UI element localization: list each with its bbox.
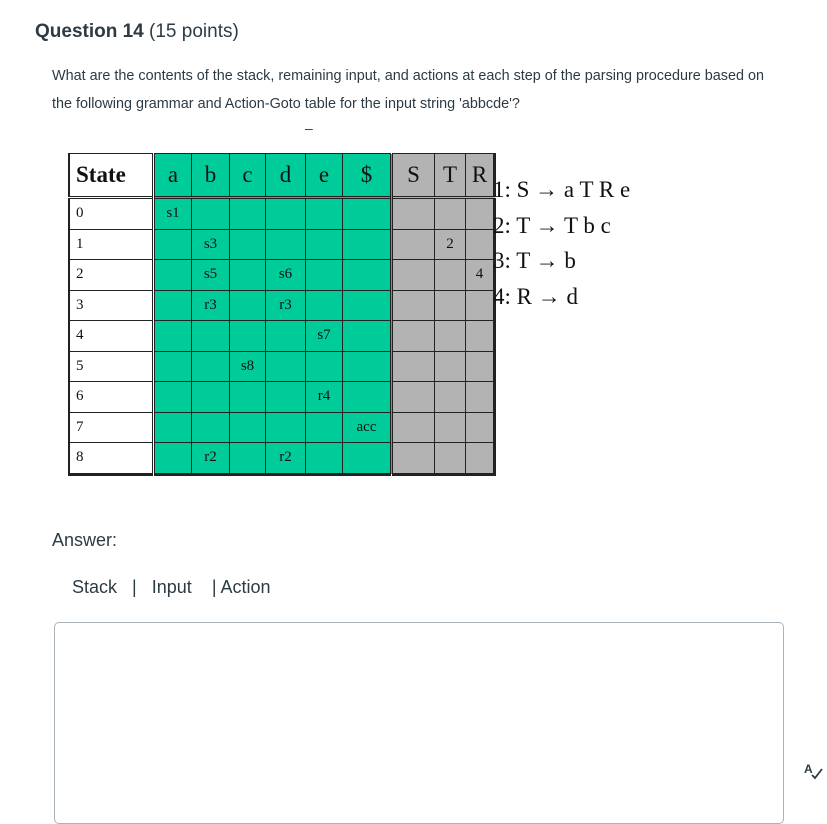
table-cell: r3: [192, 290, 230, 321]
table-cell: [306, 351, 343, 382]
table-cell: [230, 229, 266, 260]
table-cell: [466, 443, 495, 475]
table-cell: [154, 229, 192, 260]
table-cell: s3: [192, 229, 230, 260]
table-cell: [343, 290, 392, 321]
question-text: What are the contents of the stack, remaining input, and actions at each step of the parsing procedure based on the following grammar and Action-Goto table for the input string 'abbcde'?: [52, 68, 764, 112]
grammar-rules: [493, 172, 630, 314]
table-cell: r3: [266, 290, 306, 321]
spellcheck-icon[interactable]: [803, 762, 823, 780]
header-e: e: [306, 154, 343, 198]
table-cell: acc: [343, 412, 392, 443]
state-cell: 5: [69, 351, 154, 382]
table-cell: [392, 260, 435, 291]
table-cell: 4: [466, 260, 495, 291]
svg-text:A: A: [804, 762, 813, 776]
table-cell: [230, 382, 266, 413]
table-cell: [230, 260, 266, 291]
state-cell: 6: [69, 382, 154, 413]
table-cell: [343, 260, 392, 291]
table-cell: [306, 443, 343, 475]
header-c: c: [230, 154, 266, 198]
table-cell: [466, 229, 495, 260]
answer-textbox[interactable]: [54, 622, 784, 824]
table-cell: [466, 412, 495, 443]
table-cell: [343, 351, 392, 382]
table-cell: [343, 443, 392, 475]
question-number: Question 14: [35, 21, 144, 42]
question-points: (15 points): [149, 21, 239, 42]
header-state: State: [69, 154, 154, 198]
table-cell: [392, 198, 435, 230]
state-cell: 4: [69, 321, 154, 352]
table-row: [69, 351, 495, 382]
table-row: [69, 412, 495, 443]
table-cell: [154, 382, 192, 413]
grammar-rule: 2: T → T b c: [493, 212, 611, 238]
table-cell: [466, 382, 495, 413]
table-cell: [230, 198, 266, 230]
table-cell: [392, 229, 435, 260]
table-cell: [266, 351, 306, 382]
state-cell: 3: [69, 290, 154, 321]
table-row: [69, 229, 495, 260]
table-cell: [266, 229, 306, 260]
table-cell: [230, 412, 266, 443]
table-cell: [154, 321, 192, 352]
header-dollar: $: [343, 154, 392, 198]
table-cell: [266, 382, 306, 413]
table-cell: [392, 351, 435, 382]
table-row: [69, 382, 495, 413]
table-cell: [154, 443, 192, 475]
table-cell: [435, 443, 466, 475]
table-cell: [306, 290, 343, 321]
table-row: [69, 321, 495, 352]
table-cell: [343, 382, 392, 413]
table-cell: [466, 321, 495, 352]
table-cell: [435, 260, 466, 291]
table-cell: [466, 290, 495, 321]
table-cell: 2: [435, 229, 466, 260]
table-cell: [435, 412, 466, 443]
table-cell: [435, 351, 466, 382]
table-row: [69, 260, 495, 291]
table-cell: [154, 412, 192, 443]
table-cell: s6: [266, 260, 306, 291]
table-cell: [230, 443, 266, 475]
table-cell: [230, 321, 266, 352]
table-cell: [392, 321, 435, 352]
table-cell: r2: [266, 443, 306, 475]
separator: |: [132, 577, 137, 597]
header-b: b: [192, 154, 230, 198]
table-cell: [392, 382, 435, 413]
grammar-rule: 4: R → d: [493, 283, 578, 309]
table-cell: [306, 260, 343, 291]
table-cell: r4: [306, 382, 343, 413]
input-header: Input: [151, 577, 192, 597]
question-title: [35, 21, 239, 43]
action-header: Action: [220, 577, 271, 597]
table-cell: [154, 260, 192, 291]
header-a: a: [154, 154, 192, 198]
header-R: R: [466, 154, 495, 198]
stray-mark: –: [305, 120, 313, 136]
header-T: T: [435, 154, 466, 198]
header-d: d: [266, 154, 306, 198]
table-cell: [435, 198, 466, 230]
table-cell: [435, 290, 466, 321]
table-cell: [192, 351, 230, 382]
stack-header: Stack: [72, 577, 118, 597]
table-cell: s1: [154, 198, 192, 230]
header-S: S: [392, 154, 435, 198]
table-cell: [392, 443, 435, 475]
table-cell: [154, 351, 192, 382]
table-cell: [192, 321, 230, 352]
table-cell: [192, 382, 230, 413]
table-cell: r2: [192, 443, 230, 475]
table-cell: [266, 198, 306, 230]
table-row: [69, 198, 495, 230]
state-cell: 2: [69, 260, 154, 291]
table-cell: s8: [230, 351, 266, 382]
table-cell: [306, 198, 343, 230]
state-cell: 1: [69, 229, 154, 260]
table-cell: [306, 412, 343, 443]
state-cell: 7: [69, 412, 154, 443]
table-cell: [392, 290, 435, 321]
table-cell: [266, 321, 306, 352]
state-cell: 0: [69, 198, 154, 230]
table-row: [69, 443, 495, 475]
table-cell: [466, 198, 495, 230]
table-cell: [435, 382, 466, 413]
table-cell: s5: [192, 260, 230, 291]
table-cell: [266, 412, 306, 443]
table-cell: [343, 198, 392, 230]
table-cell: s7: [306, 321, 343, 352]
state-cell: 8: [69, 443, 154, 475]
answer-column-headers: [72, 577, 271, 598]
table-cell: [192, 198, 230, 230]
action-goto-table: [68, 153, 496, 476]
grammar-rule: 3: T → b: [493, 248, 576, 273]
table-cell: [435, 321, 466, 352]
table-cell: [466, 351, 495, 382]
separator: |: [211, 577, 217, 597]
table-cell: [306, 229, 343, 260]
table-row: [69, 290, 495, 321]
table-cell: [192, 412, 230, 443]
grammar-rule: 1: S → a T R e: [493, 177, 631, 202]
table-cell: [230, 290, 266, 321]
table-cell: [343, 321, 392, 352]
table-cell: [392, 412, 435, 443]
table-cell: [154, 290, 192, 321]
table-cell: [343, 229, 392, 260]
answer-label: Answer:: [52, 530, 118, 550]
